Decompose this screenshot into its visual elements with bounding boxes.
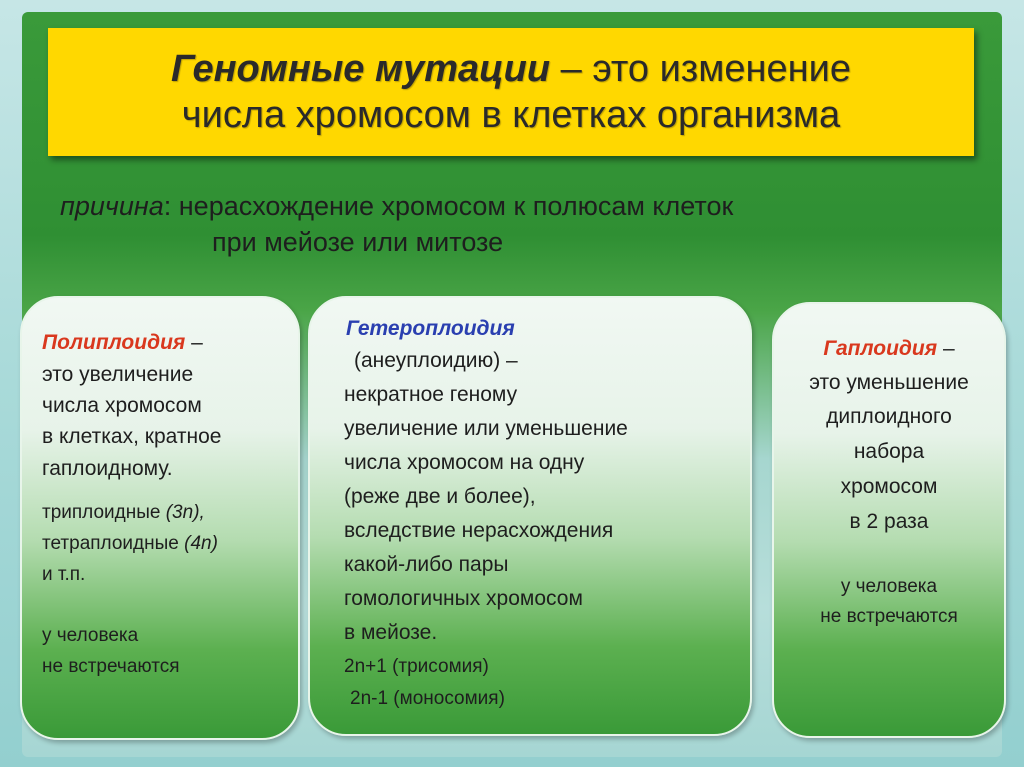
cause-label: причина <box>60 191 164 221</box>
title-box <box>48 28 974 156</box>
heteroploidy-line: (анеуплоидию) – <box>354 349 518 372</box>
heteroploidy-line: (реже две и более), <box>344 485 536 508</box>
polyploidy-card <box>20 296 300 740</box>
haploidy-heading <box>774 334 1004 363</box>
tetraploid-line <box>42 531 218 557</box>
heteroploidy-card <box>308 296 752 736</box>
heteroploidy-term: Гетероплоидия <box>346 317 515 340</box>
polyploidy-heading <box>42 328 203 357</box>
title-line1-rest: – это изменение <box>550 48 851 90</box>
title-term: Геномные мутации <box>171 48 551 90</box>
trisomy-text: 2n+1 (трисомия) <box>344 656 489 677</box>
haploidy-line: это уменьшение <box>809 371 969 394</box>
monosomy-text: 2n-1 (моносомия) <box>350 688 505 709</box>
heteroploidy-line: числа хромосом на одну <box>344 451 585 474</box>
cause-line2: при мейозе или митозе <box>212 227 504 257</box>
haploidy-card <box>772 302 1006 738</box>
polyploidy-human-1: у человека <box>42 625 139 646</box>
heteroploidy-line: в мейозе. <box>344 621 438 644</box>
haploidy-line: хромосом <box>840 475 938 498</box>
polyploidy-term: Полиплоидия <box>42 331 186 354</box>
haploidy-line: в 2 раза <box>849 510 929 533</box>
tetraploid-value: (4n) <box>184 533 218 554</box>
heteroploidy-line: увеличение или уменьшение <box>344 417 628 440</box>
haploidy-human-1: у человека <box>840 576 938 597</box>
etc-text: и т.п. <box>42 564 86 585</box>
triploid-value: (3n), <box>165 502 205 523</box>
triploid-line <box>42 500 205 526</box>
triploid-label: триплоидные <box>42 502 166 523</box>
heteroploidy-line: гомологичных хромосом <box>344 587 583 610</box>
heteroploidy-line: какой-либо пары <box>344 553 509 576</box>
polyploidy-line: числа хромосом <box>42 394 202 417</box>
haploidy-term: Гаплоидия <box>823 337 938 360</box>
title-line-2: числа хромосом в клетках организма <box>181 94 841 136</box>
cause-line1: : нерасхождение хромосом к полюсам клеток <box>163 191 734 221</box>
cause-text <box>60 188 960 260</box>
title-line-1 <box>171 46 851 92</box>
polyploidy-line: в клетках, кратное <box>42 425 222 448</box>
haploidy-line: набора <box>853 440 925 463</box>
polyploidy-human-2: не встречаются <box>42 656 180 677</box>
haploidy-line: диплоидного <box>826 405 952 428</box>
haploidy-human-2: не встречаются <box>820 606 958 627</box>
haploidy-dash: – <box>937 337 955 360</box>
polyploidy-line: это увеличение <box>42 363 194 386</box>
polyploidy-line: гаплоидному. <box>42 457 173 480</box>
heteroploidy-line: вследствие нерасхождения <box>344 519 614 542</box>
polyploidy-dash: – <box>185 331 203 354</box>
heteroploidy-line: некратное геному <box>344 383 518 406</box>
tetraploid-label: тетраплоидные <box>42 533 185 554</box>
